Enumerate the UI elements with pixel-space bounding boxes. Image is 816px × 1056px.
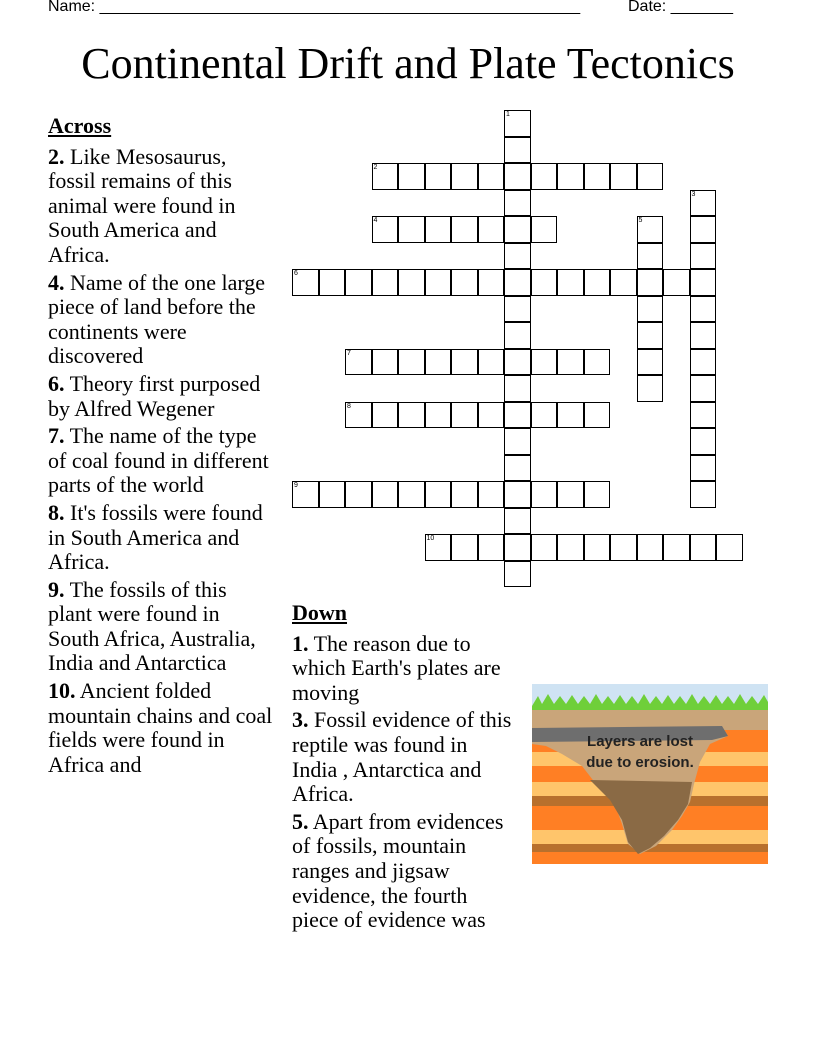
crossword-cell[interactable] — [504, 322, 531, 349]
crossword-cell[interactable] — [398, 269, 425, 296]
clue-text: Like Mesosaurus, fossil remains of this animal were found in South America and Africa. — [48, 143, 236, 267]
crossword-cell[interactable] — [398, 349, 425, 376]
cell-number: 6 — [294, 270, 298, 277]
cell-number: 4 — [373, 217, 378, 224]
crossword-cell[interactable] — [451, 269, 478, 296]
clue-text: Ancient folded mountain chains and coal fields were found in Africa and — [48, 678, 273, 777]
across-clue-6 — [48, 372, 276, 421]
crossword-cell[interactable] — [345, 481, 372, 508]
crossword-cell[interactable] — [451, 163, 478, 190]
across-clue-4 — [48, 271, 276, 369]
crossword-cell[interactable] — [637, 243, 664, 270]
across-clues — [48, 114, 276, 780]
crossword-cell[interactable] — [504, 349, 531, 376]
crossword-cell[interactable] — [451, 216, 478, 243]
name-field-label[interactable]: Name: ______________________________________________________ — [48, 0, 581, 15]
crossword-cell[interactable] — [478, 534, 505, 561]
crossword-cell[interactable] — [637, 375, 664, 402]
crossword-cell[interactable] — [425, 534, 452, 561]
crossword-cell[interactable] — [716, 534, 743, 561]
crossword-cell[interactable] — [504, 269, 531, 296]
clue-text: Theory first purposed by Alfred Wegener — [48, 370, 261, 421]
crossword-cell[interactable] — [504, 216, 531, 243]
crossword-cell[interactable] — [663, 269, 690, 296]
crossword-cell[interactable] — [557, 349, 584, 376]
crossword-cell[interactable] — [504, 402, 531, 429]
crossword-cell[interactable] — [690, 322, 717, 349]
crossword-cell[interactable] — [690, 216, 717, 243]
crossword-cell[interactable] — [690, 402, 717, 429]
down-heading: Down — [292, 600, 348, 625]
erosion-illustration — [532, 684, 768, 864]
crossword-cell[interactable] — [557, 163, 584, 190]
crossword-cell[interactable] — [478, 481, 505, 508]
crossword-cell[interactable] — [584, 534, 611, 561]
date-field-label[interactable]: Date: _______ — [628, 0, 733, 15]
clue-number: 1. — [292, 630, 309, 656]
crossword-cell[interactable] — [637, 349, 664, 376]
crossword-cell[interactable] — [557, 402, 584, 429]
crossword-cell[interactable] — [345, 349, 372, 376]
clue-text: Apart from evidences of fossils, mountain ranges and jigsaw evidence, the fourth piece of evidence was — [292, 808, 504, 933]
clue-number: 5. — [292, 808, 309, 834]
page-title: Continental Drift and Plate Tectonics — [81, 39, 735, 88]
clue-text: Name of the one large piece of land before the continents were discovered — [48, 269, 266, 369]
clue-text: The name of the type of coal found in different parts of the world — [48, 423, 269, 498]
crossword-cell[interactable] — [398, 163, 425, 190]
crossword-cell[interactable] — [425, 163, 452, 190]
crossword-cell[interactable] — [425, 216, 452, 243]
crossword-cell[interactable] — [690, 455, 717, 482]
crossword-cell[interactable] — [372, 349, 399, 376]
crossword-cell[interactable] — [557, 534, 584, 561]
crossword-cell[interactable] — [637, 269, 664, 296]
crossword-cell[interactable] — [504, 508, 531, 535]
crossword-cell[interactable] — [531, 534, 558, 561]
crossword-cell[interactable] — [663, 534, 690, 561]
cell-number: 9 — [294, 482, 298, 489]
down-clue-1 — [292, 632, 514, 706]
crossword-cell[interactable] — [557, 269, 584, 296]
crossword-cell[interactable] — [451, 349, 478, 376]
clue-number: 6. — [48, 370, 65, 396]
crossword-cell[interactable] — [690, 269, 717, 296]
across-clue-7 — [48, 424, 276, 498]
layer-orange-4 — [532, 852, 768, 864]
crossword-cell[interactable] — [504, 243, 531, 270]
cell-number: 5 — [638, 217, 643, 224]
cell-number: 3 — [691, 190, 696, 198]
crossword-cell[interactable] — [398, 216, 425, 243]
clue-number: 2. — [48, 143, 65, 169]
crossword-cell[interactable] — [478, 163, 505, 190]
crossword-cell[interactable] — [584, 481, 611, 508]
clue-text: The fossils of this plant were found in South Africa, Australia, India and Antarctica — [48, 576, 256, 676]
crossword-cell[interactable] — [319, 481, 346, 508]
crossword-cell[interactable] — [504, 455, 531, 482]
crossword-cell[interactable] — [504, 110, 531, 137]
crossword-cell[interactable] — [372, 216, 399, 243]
crossword-cell[interactable] — [425, 349, 452, 376]
crossword-cell[interactable] — [610, 269, 637, 296]
crossword-cell[interactable] — [690, 243, 717, 270]
crossword-cell[interactable] — [345, 269, 372, 296]
crossword-cell[interactable] — [584, 402, 611, 429]
crossword-cell[interactable] — [504, 534, 531, 561]
crossword-cell[interactable] — [690, 349, 717, 376]
crossword-cell[interactable] — [451, 402, 478, 429]
crossword-cell[interactable] — [531, 163, 558, 190]
header-line — [48, 0, 768, 18]
cell-number: 10 — [426, 535, 435, 542]
clue-number: 9. — [48, 576, 65, 602]
clue-text: It's fossils were found in South America and Africa. — [48, 499, 263, 575]
crossword-cell[interactable] — [345, 402, 372, 429]
crossword-cell[interactable] — [690, 428, 717, 455]
crossword-cell[interactable] — [478, 269, 505, 296]
crossword-cell[interactable] — [425, 269, 452, 296]
cell-number: 2 — [373, 164, 378, 171]
crossword-cell[interactable] — [690, 190, 717, 217]
crossword-cell[interactable] — [504, 190, 531, 217]
across-clue-2 — [48, 145, 276, 268]
crossword-cell[interactable] — [637, 163, 664, 190]
crossword-cell[interactable] — [531, 269, 558, 296]
crossword-cell[interactable] — [504, 481, 531, 508]
crossword-cell[interactable] — [637, 216, 664, 243]
crossword-cell[interactable] — [451, 481, 478, 508]
crossword-cell[interactable] — [690, 481, 717, 508]
cell-number: 1 — [506, 111, 510, 118]
crossword-cell[interactable] — [504, 428, 531, 455]
down-clue-5 — [292, 810, 514, 933]
cell-number: 8 — [347, 402, 351, 410]
crossword-cell[interactable] — [478, 216, 505, 243]
clue-text: Fossil evidence of this reptile was found in India , Antarctica and Africa. — [292, 707, 512, 807]
crossword-cell[interactable] — [425, 402, 452, 429]
crossword-cell[interactable] — [504, 561, 531, 588]
crossword-cell[interactable] — [690, 296, 717, 323]
crossword-cell[interactable] — [292, 269, 319, 296]
crossword-cell[interactable] — [610, 534, 637, 561]
crossword-cell[interactable] — [398, 402, 425, 429]
clue-number: 8. — [48, 499, 65, 525]
crossword-cell[interactable] — [478, 349, 505, 376]
clue-number: 10. — [48, 678, 76, 704]
crossword-cell[interactable] — [557, 481, 584, 508]
crossword-cell[interactable] — [504, 137, 531, 164]
crossword-cell[interactable] — [531, 216, 558, 243]
crossword-cell[interactable] — [319, 269, 346, 296]
crossword-cell[interactable] — [398, 481, 425, 508]
crossword-cell[interactable] — [637, 534, 664, 561]
crossword-cell[interactable] — [637, 296, 664, 323]
crossword-cell[interactable] — [372, 269, 399, 296]
crossword-cell[interactable] — [531, 481, 558, 508]
clue-number: 7. — [48, 423, 65, 449]
crossword-cell[interactable] — [372, 163, 399, 190]
down-clues — [292, 601, 514, 936]
crossword-cell[interactable] — [425, 481, 452, 508]
crossword-cell[interactable] — [637, 322, 664, 349]
across-heading: Across — [48, 113, 112, 138]
crossword-cell[interactable] — [610, 163, 637, 190]
crossword-cell[interactable] — [451, 534, 478, 561]
crossword-cell[interactable] — [504, 296, 531, 323]
cell-number: 7 — [347, 349, 351, 357]
crossword-cell[interactable] — [504, 375, 531, 402]
crossword-cell[interactable] — [690, 375, 717, 402]
caption-line-2: due to erosion. — [586, 754, 694, 771]
crossword-cell[interactable] — [531, 402, 558, 429]
across-clue-9 — [48, 578, 276, 676]
caption-line-1: Layers are lost — [587, 733, 693, 750]
crossword-cell[interactable] — [690, 534, 717, 561]
crossword-cell[interactable] — [292, 481, 319, 508]
down-clue-3 — [292, 708, 514, 806]
crossword-cell[interactable] — [372, 481, 399, 508]
across-clue-8 — [48, 501, 276, 575]
crossword-cell[interactable] — [372, 402, 399, 429]
crossword-cell[interactable] — [504, 163, 531, 190]
crossword-cell[interactable] — [531, 349, 558, 376]
clue-number: 3. — [292, 707, 309, 733]
clue-text: The reason due to which Earth's plates are moving — [292, 630, 501, 705]
crossword-cell[interactable] — [584, 269, 611, 296]
crossword-cell[interactable] — [584, 163, 611, 190]
across-clue-10 — [48, 679, 276, 777]
clue-number: 4. — [48, 269, 65, 295]
crossword-cell[interactable] — [478, 402, 505, 429]
crossword-cell[interactable] — [584, 349, 611, 376]
